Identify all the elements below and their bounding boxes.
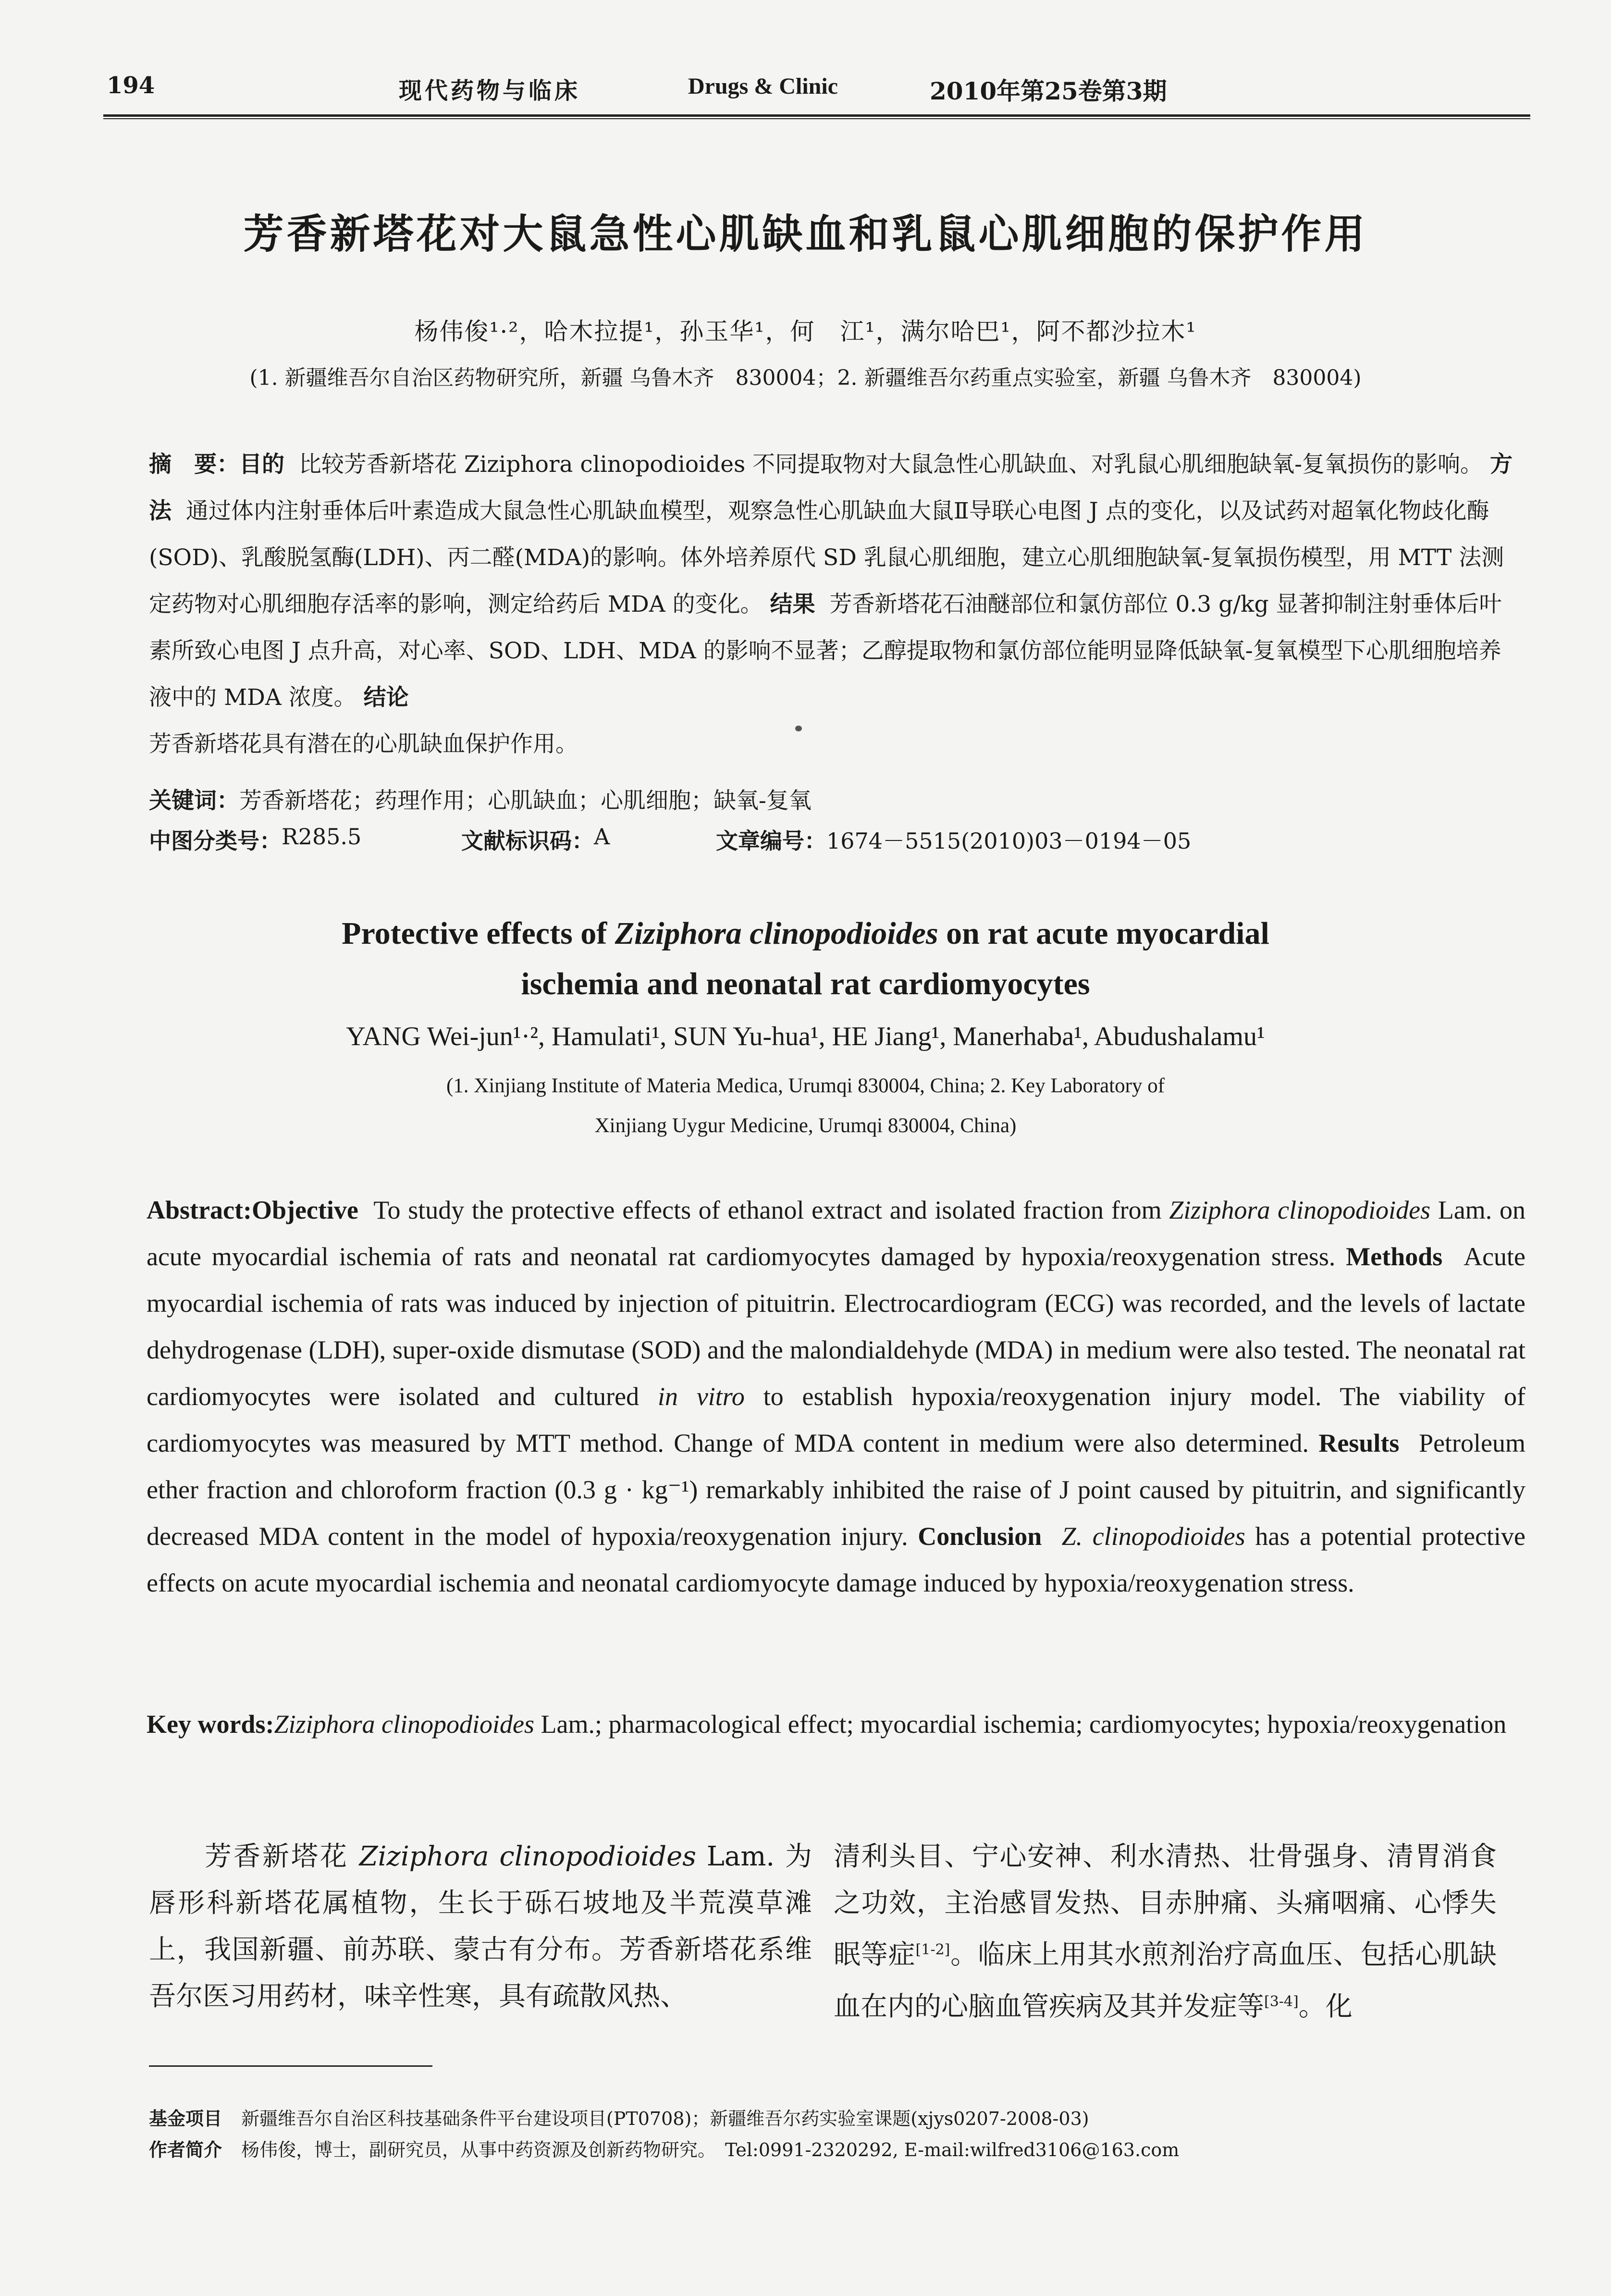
doc-code (461, 824, 610, 855)
conclusion-en-species: Z. clinopodioides (1061, 1522, 1245, 1551)
authors-en: YANG Wei-jun¹·², Hamulati¹, SUN Yu-hua¹, HE Jiang¹, Manerhaba¹, Abudushalamu¹ (346, 1022, 1265, 1051)
keywords-en-species: Ziziphora clinopodioides (274, 1710, 534, 1739)
bio-label: 作者简介 (149, 2139, 222, 2160)
abstract-cn (149, 441, 1523, 767)
keywords-en-rest: Lam.; pharmacological effect; myocardial ischemia; cardiomyocytes; hypoxia/reoxygenation (534, 1710, 1507, 1739)
objective-label-cn: 目的 (239, 451, 284, 478)
methods-en-italic: in vitro (657, 1382, 745, 1411)
body-column-left (149, 1833, 812, 2020)
article-value: 1674－5515(2010)03－0194－05 (826, 828, 1192, 854)
title-en-line2: ischemia and neonatal rat cardiomyocytes (521, 966, 1090, 1001)
methods-label-en: Methods (1346, 1242, 1443, 1271)
keywords-en-label: Key words: (147, 1710, 274, 1739)
journal-name-en: Drugs & Clinic (688, 74, 838, 99)
abstract-en-label: Abstract: (147, 1196, 252, 1224)
results-label-cn: 结果 (770, 591, 815, 617)
article-number (716, 824, 1192, 855)
doc-label: 文献标识码： (461, 828, 594, 854)
clc-value: R285.5 (282, 824, 362, 850)
affiliation-cn: (1. 新疆维吾尔自治区药物研究所，新疆 乌鲁木齐 830004；2. 新疆维吾尔药重点实验室，新疆 乌鲁木齐 830004) (249, 366, 1362, 390)
conclusion-cn: 芳香新塔花具有潜在的心肌缺血保护作用。 (149, 731, 578, 757)
body-left-species: Ziziphora clinopodioides (359, 1841, 696, 1872)
keywords-cn (149, 778, 1523, 824)
body-right-pre: 清利头目、宁心安神、利水清热、壮骨强身、清胃消食之功效，主治感冒发热、目赤肿痛、头痛咽痛、心悸失眠等症 (834, 1841, 1497, 1971)
objective-en-species: Ziziphora clinopodioides (1169, 1196, 1431, 1224)
issue-info: 2010年第25卷第3期 (930, 77, 1167, 105)
bio-text: 杨伟俊，博士，副研究员，从事中药资源及创新药物研究。 Tel:0991-2320292, E-mail:wilfred3106@163.com (241, 2139, 1180, 2160)
header-rule-thin (103, 118, 1530, 119)
keywords-cn-text: 芳香新塔花；药理作用；心肌缺血；心肌细胞；缺氧-复氧 (239, 788, 812, 814)
keywords-en (147, 1701, 1525, 1748)
page-number: 194 (107, 72, 155, 99)
results-cn: 芳香新塔花石油醚部位和氯仿部位 0.3 g/kg 显著抑制注射垂体后叶素所致心电图 J 点升高，对心率、SOD、LDH、MDA 的影响不显著；乙醇提取物和氯仿部位能明显降低缺氧-复氧模型下心肌细胞培养液中的 MDA 浓度。 (149, 591, 1502, 711)
clc-code (149, 824, 362, 855)
footnote-rule (149, 2065, 432, 2067)
title-en-pre: Protective effects of (342, 916, 615, 951)
title-cn: 芳香新塔花对大鼠急性心肌缺血和乳鼠心肌细胞的保护作用 (243, 210, 1368, 258)
journal-name-cn: 现代药物与临床 (399, 77, 581, 104)
title-en-post: on rat acute myocardial (938, 916, 1269, 951)
objective-en-post: Lam. on acute myocardial ischemia of rats and neonatal rat cardiomyocytes damaged by hypoxia/reoxygenation stress. (147, 1196, 1526, 1271)
objective-cn: 比较芳香新塔花 Ziziphora clinopodioides 不同提取物对大鼠急性心肌缺血、对乳鼠心肌细胞缺氧-复氧损伤的影响。 (298, 451, 1483, 478)
methods-label-cn: 方法 (149, 451, 1513, 524)
citation-2: [3-4] (1264, 1993, 1299, 2010)
results-label-en: Results (1318, 1429, 1400, 1457)
fund-label: 基金项目 (149, 2108, 222, 2129)
methods-en-pre: Acute myocardial ischemia of rats was induced by injection of pituitrin. Electrocardiogram (ECG) was recorded, and the levels of lactate dehydrogenase (LDH), super-oxide dismutase (SOD) and the malondialdehyde (MDA) in medium were also tested. The neonatal rat cardiomyocytes were isolated and cultured (147, 1242, 1526, 1411)
funding-note (149, 2104, 1523, 2130)
clc-label: 中图分类号： (149, 828, 282, 854)
citation-1: [1-2] (915, 1941, 950, 1958)
results-en: Petroleum ether fraction and chloroform fraction (0.3 g · kg⁻¹) remarkably inhibited the raise of J point caused by pituitrin, and significantly decreased MDA content in the model of hypoxia/reoxygenation injury. (147, 1429, 1525, 1551)
abstract-cn-label: 摘 要： (149, 451, 239, 478)
conclusion-label-cn: 结论 (363, 684, 409, 711)
body-right-post: 。化 (1298, 1991, 1353, 2023)
body-column-right (834, 1833, 1497, 2030)
doc-value: A (594, 824, 610, 850)
conclusion-label-en: Conclusion (918, 1522, 1042, 1551)
methods-cn: 通过体内注射垂体后叶素造成大鼠急性心肌缺血模型，观察急性心肌缺血大鼠Ⅱ导联心电图 J 点的变化，以及试药对超氧化物歧化酶(SOD)、乳酸脱氢酶(LDH)、丙二醛(MDA)的影响。体外培养原代 SD 乳鼠心肌细胞，建立心肌细胞缺氧-复氧损伤模型，用 MTT 法测定药物对心肌细胞存活率的影响，测定给药后 MDA 的变化。 (149, 498, 1504, 617)
fund-text: 新疆维吾尔自治区科技基础条件平台建设项目(PT0708)；新疆维吾尔药实验室课题(xjys0207-2008-03) (241, 2108, 1089, 2129)
affiliation-en-line1: (1. Xinjiang Institute of Materia Medica, Urumqi 830004, China; 2. Key Laboratory of (446, 1074, 1165, 1097)
body-left-pre: 芳香新塔花 (203, 1841, 359, 1872)
author-bio (149, 2135, 1523, 2161)
body-left-post: Lam. 为唇形科新塔花属植物，生长于砾石坡地及半荒漠草滩上，我国新疆、前苏联、蒙古有分布。芳香新塔花系维吾尔医习用药材，味辛性寒，具有疏散风热、 (149, 1841, 812, 2012)
title-en-species: Ziziphora clinopodioides (615, 916, 938, 951)
title-en-line1 (0, 915, 1611, 952)
affiliation-en-line2: Xinjiang Uygur Medicine, Urumqi 830004, China) (594, 1114, 1017, 1137)
body-right-mid: 。临床上用其水煎剂治疗高血压、包括心肌缺血在内的心脑血管疾病及其并发症等 (834, 1939, 1497, 2023)
keywords-cn-label: 关键词： (149, 788, 239, 814)
methods-en-post: to establish hypoxia/reoxygenation injury model. The viability of cardiomyocytes was measured by MTT method. Change of MDA content in medium were also determined. (147, 1382, 1525, 1457)
print-speck (795, 726, 802, 731)
conclusion-en-post: has a potential protective effects on acute myocardial ischemia and neonatal cardiomyocyte damage induced by hypoxia/reoxygenation stress. (147, 1522, 1526, 1597)
article-label: 文章编号： (716, 828, 826, 854)
header-rule (103, 114, 1530, 117)
abstract-en (147, 1187, 1525, 1606)
objective-en-pre: To study the protective effects of ethanol extract and isolated fraction from (373, 1196, 1169, 1224)
authors-cn: 杨伟俊¹·²，哈木拉提¹，孙玉华¹，何 江¹，满尔哈巴¹，阿不都沙拉木¹ (414, 318, 1197, 346)
objective-label-en: Objective (251, 1196, 358, 1224)
